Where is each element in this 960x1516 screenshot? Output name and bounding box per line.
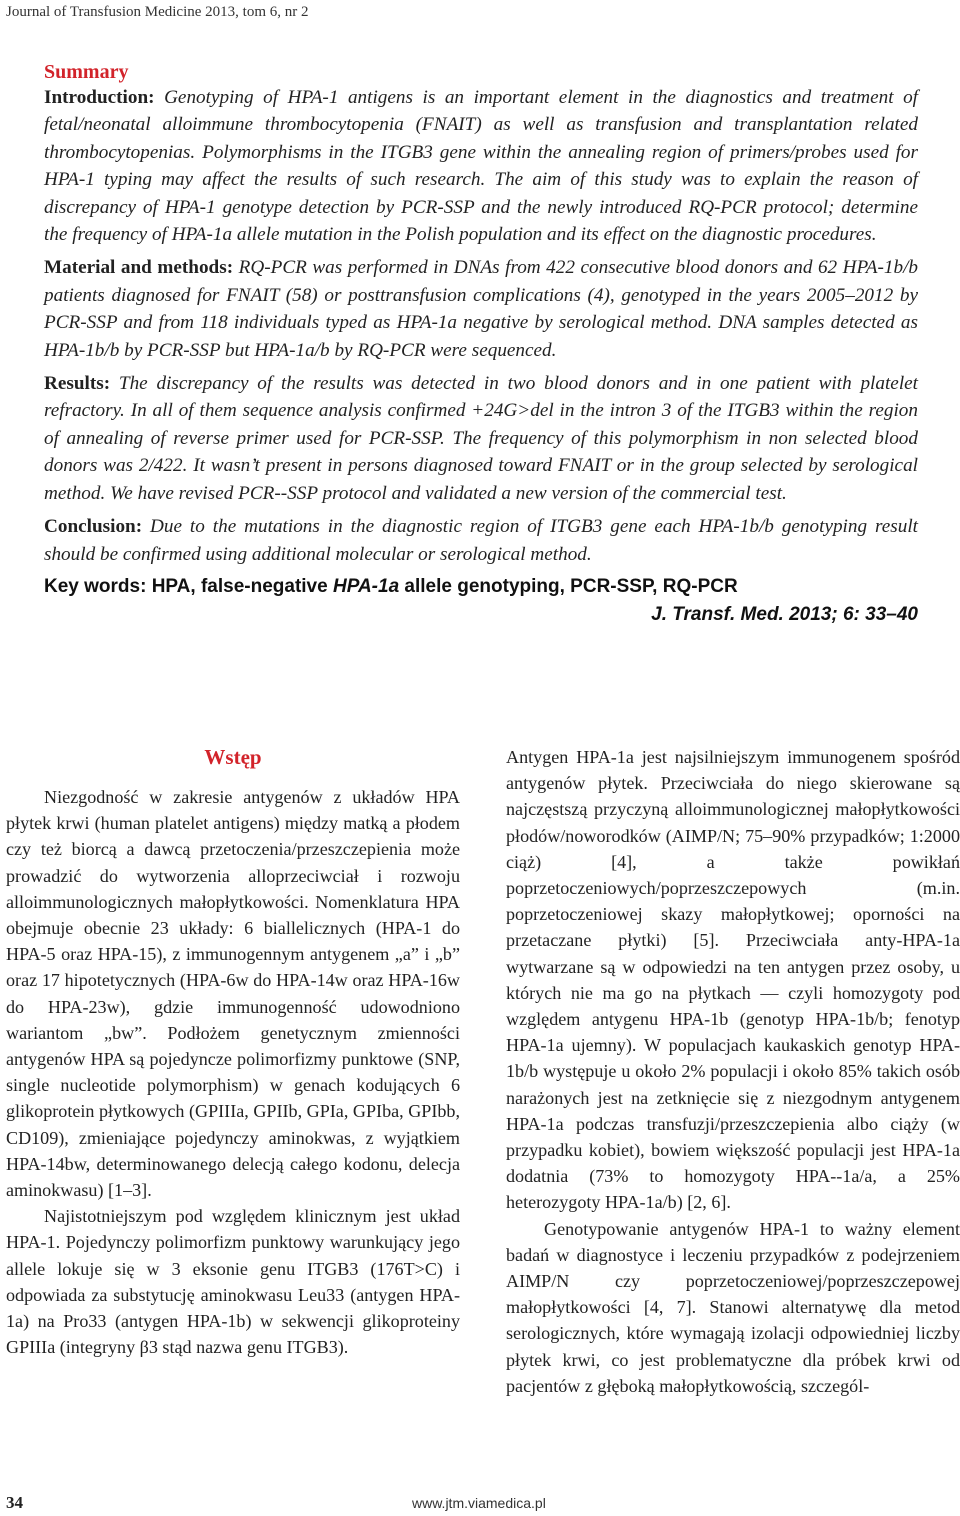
body-column-right [506, 744, 960, 1399]
body-paragraph: Niezgodność w zakresie antygenów z układów HPA płytek krwi (human platelet antigens) między matką a płodem czy też biorcą a dawcą przetoczenia/przeszczepienia może prowadzić do wytworzenia alloprzeciwciał i rozwoju alloimmunologicznych małopłytkowości. Nomenklatura HPA obejmuje obecnie 23 układy: 6 biallelicznych (HPA-1 do HPA-5 oraz HPA-15), z immunogennym antygenem „a” i „b” oraz 17 hipotetycznych (HPA-6w do HPA-14w oraz HPA-16w do HPA-23w), gdzie immunogenność udowodniono wariantom „bw”. Podłożem genetycznym zmienności antygenów HPA są pojedyncze polimorfizmy punktowe (SNP, single nucleotide polymorphism) w genach kodujących 6 glikoprotein płytkowych (GPIIIa, GPIIb, GPIa, GPIba, GPIbb, CD109), zmieniające pojedynczy aminokwas, z wyjątkiem HPA-14bw, determinowanego delecją całego kodonu, delecja aminokwasu) [1–3]. [6, 787, 460, 1201]
body-column-left [6, 742, 460, 1360]
keywords-label: Key words: [44, 575, 147, 597]
methods-text: RQ-PCR was performed in DNAs from 422 consecutive blood donors and 62 HPA-1b/b patients diagnosed for FNAIT (58) or posttransfusion complications (4), genotyped in the years 2005–2012 by PCR-SSP and from 118 individuals typed as HPA-1a negative by serological method. DNA samples detected as HPA-1b/b by PCR-SSP but HPA-1a/b by RQ-PCR were sequenced. [44, 257, 919, 361]
introduction-text: Genotyping of HPA-1 antigens is an important element in the diagnostics and treatment of fetal/neonatal alloimmune thrombocytopenia (FNAIT) as well as transfusion and transplantation related thrombocytopenias. Polymorphisms in the ITGB3 gene within the annealing region of primers/probes used for HPA-1 typing may affect the results of such research. The aim of this study was to explain the reason of discrepancy of HPA-1 genotype detection by PCR-SSP and the newly introduced RQ-PCR protocol; determine the frequency of HPA-1a allele mutation in the Polish population and its effect on the diagnostic procedures. [44, 87, 919, 246]
summary-heading: Summary [44, 61, 129, 83]
section-title: Wstęp [204, 745, 262, 769]
conclusion-text: Due to the mutations in the diagnostic region of ITGB3 gene each HPA-1b/b genotyping result should be confirmed using additional molecular or serological method. [44, 516, 919, 565]
citation: J. Transf. Med. 2013; 6: 33–40 [651, 603, 918, 625]
page-number: 34 [6, 1493, 23, 1512]
body-paragraph: Genotypowanie antygenów HPA-1 to ważny element badań w diagnostyce i leczeniu przypadków z podejrzeniem AIMP/N czy poprzetoczeniowej/poprzeszczepowej małopłytkowości [4, 7]. Stanowi alternatywę dla metod serologicznych, które wymagają izolacji odpowiedniej liczby płytek krwi, co jest problematyczne dla próbek krwi od pacjentów z głęboką małopłytkowością, szczegól- [506, 1218, 960, 1396]
summary-introduction [44, 84, 918, 248]
keywords-part-1: HPA, false-negative [151, 575, 328, 597]
running-head: Journal of Transfusion Medicine 2013, tom 6, nr 2 [6, 4, 309, 20]
summary-results [44, 370, 918, 507]
summary-conclusion [44, 513, 918, 568]
methods-label: Material and methods: [44, 257, 234, 279]
summary-section [44, 60, 918, 630]
keywords-part-2: allele genotyping, PCR-SSP, RQ-PCR [404, 575, 738, 597]
introduction-label: Introduction: [44, 87, 155, 108]
footer-url: www.jtm.viamedica.pl [412, 1495, 546, 1511]
results-text: The discrepancy of the results was detected in two blood donors and in one patient with platelet refractory. In all of them sequence analysis confirmed +24G>del in the intron 3 of the ITGB3 within the region of annealing of reverse primer used for PCR-SSP. The frequency of this polymorphism in non selected blood donors was 2/422. It wasn’t present in persons diagnosed toward FNAIT or in the group selected by serological method. We have revised PCR--SSP protocol and validated a new version of the commercial test. [44, 373, 919, 504]
keywords [44, 574, 918, 600]
results-label: Results: [44, 373, 111, 395]
body-paragraph: Antygen HPA-1a jest najsilniejszym immunogenem spośród antygenów płytek. Przeciwciała do niego skierowane są najczęstszą przyczyną alloimmunologicznej małopłytkowości płodów/noworodków (AIMP/N; 75–90% przypadków; 1:2000 ciąż) [4], a także powikłań poprzetoczeniowych/poprzeszczepowych (m.in. poprzetoczeniowej skazy małopłytkowej; oporności na przetaczane płytki) [5]. Przeciwciała anty-HPA-1a wytwarzane są w odpowiedzi na ten antygen przez osoby, u których nie ma go na płytkach — czyli homozygoty pod względem antygenu HPA-1b (genotyp HPA-1b/b; fenotyp HPA-1a ujemny). W populacjach kaukaskich genotyp HPA-1b/b występuje u około 2% populacji i około 85% takich osób narażonych jest na zetknięcie się z niezgodnym antygenem HPA-1a podczas transfuzji/przeszczepienia albo ciąży (w przypadku kobiet), bowiem większość populacji jest HPA-1a dodatnia (73% to homozygoty HPA--1a/a, a 25% heterozygoty HPA-1a/b) [2, 6]. [506, 747, 960, 1213]
summary-methods [44, 254, 918, 364]
body-paragraph: Najistotniejszym pod względem klinicznym jest układ HPA-1. Pojedynczy polimorfizm punktowy warunkujący jego allele lokuje się w 3 eksonie genu ITGB3 (176T>C) i odpowiada za substytucję aminokwasu Leu33 (antygen HPA-1a) na Pro33 (antygen HPA-1b) w sekwencji glikoproteiny GPIIIa (integryny β3 stąd nazwa genu ITGB3). [6, 1206, 460, 1358]
conclusion-label: Conclusion: [44, 516, 143, 538]
keywords-italic: HPA-1a [332, 575, 400, 597]
